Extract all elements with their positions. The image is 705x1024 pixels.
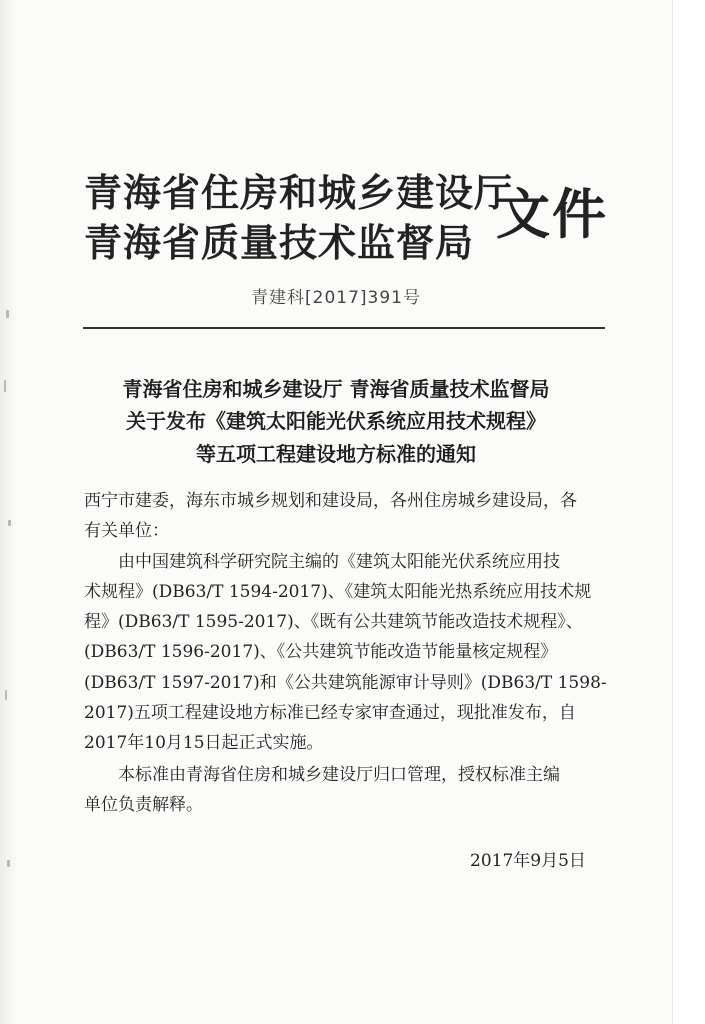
notice-title-line-1: 青海省住房和城乡建设厅 青海省质量技术监督局 bbox=[122, 377, 550, 401]
scan-shadow-edge bbox=[0, 0, 18, 1024]
scan-speck bbox=[6, 310, 9, 318]
paragraph-1-line-1: 由中国建筑科学研究院主编的《建筑太阳能光伏系统应用技 bbox=[118, 552, 560, 572]
document-suffix: 文件 bbox=[496, 183, 608, 246]
issuer-line-housing: 青海省住房和城乡建设厅 bbox=[84, 171, 514, 215]
notice-title-line-3: 等五项工程建设地方标准的通知 bbox=[196, 442, 476, 466]
scan-speck bbox=[8, 520, 11, 526]
paragraph-1-line-3: 程》(DB63/T 1595-2017)、《既有公共建筑节能改造技术规程》、 bbox=[84, 612, 583, 632]
paragraph-1-line-4: (DB63/T 1596-2017)、《公共建筑节能改造节能量核定规程》 bbox=[84, 642, 558, 662]
scan-speck bbox=[7, 860, 10, 867]
addressee-line-1: 西宁市建委，海东市城乡规划和建设局，各州住房城乡建设局，各 bbox=[84, 491, 577, 511]
paragraph-1-line-5: (DB63/T 1597-2017)和《公共建筑能源审计导则》(DB63/T 1598- bbox=[84, 673, 607, 693]
paragraph-2-line-1: 本标准由青海省住房和城乡建设厅归口管理，授权标准主编 bbox=[118, 765, 560, 785]
notice-title-line-2: 关于发布《建筑太阳能光伏系统应用技术规程》 bbox=[126, 409, 546, 433]
issuer-line-quality: 青海省质量技术监督局 bbox=[84, 221, 475, 265]
scan-speck bbox=[5, 690, 7, 700]
issue-date: 2017年9月5日 bbox=[470, 851, 586, 871]
paragraph-2-line-2: 单位负责解释。 bbox=[84, 795, 203, 815]
paragraph-1-line-2: 术规程》(DB63/T 1594-2017)、《建筑太阳能光热系统应用技术规 bbox=[84, 582, 592, 602]
addressee-line-2: 有关单位： bbox=[84, 521, 169, 541]
document-number: 青建科[2017]391号 bbox=[251, 288, 421, 308]
paragraph-1-line-6: 2017)五项工程建设地方标准已经专家审查通过，现批准发布，自 bbox=[84, 703, 576, 723]
header-rule-divider bbox=[83, 327, 605, 329]
paragraph-1-line-7: 2017年10月15日起正式实施。 bbox=[84, 733, 324, 753]
